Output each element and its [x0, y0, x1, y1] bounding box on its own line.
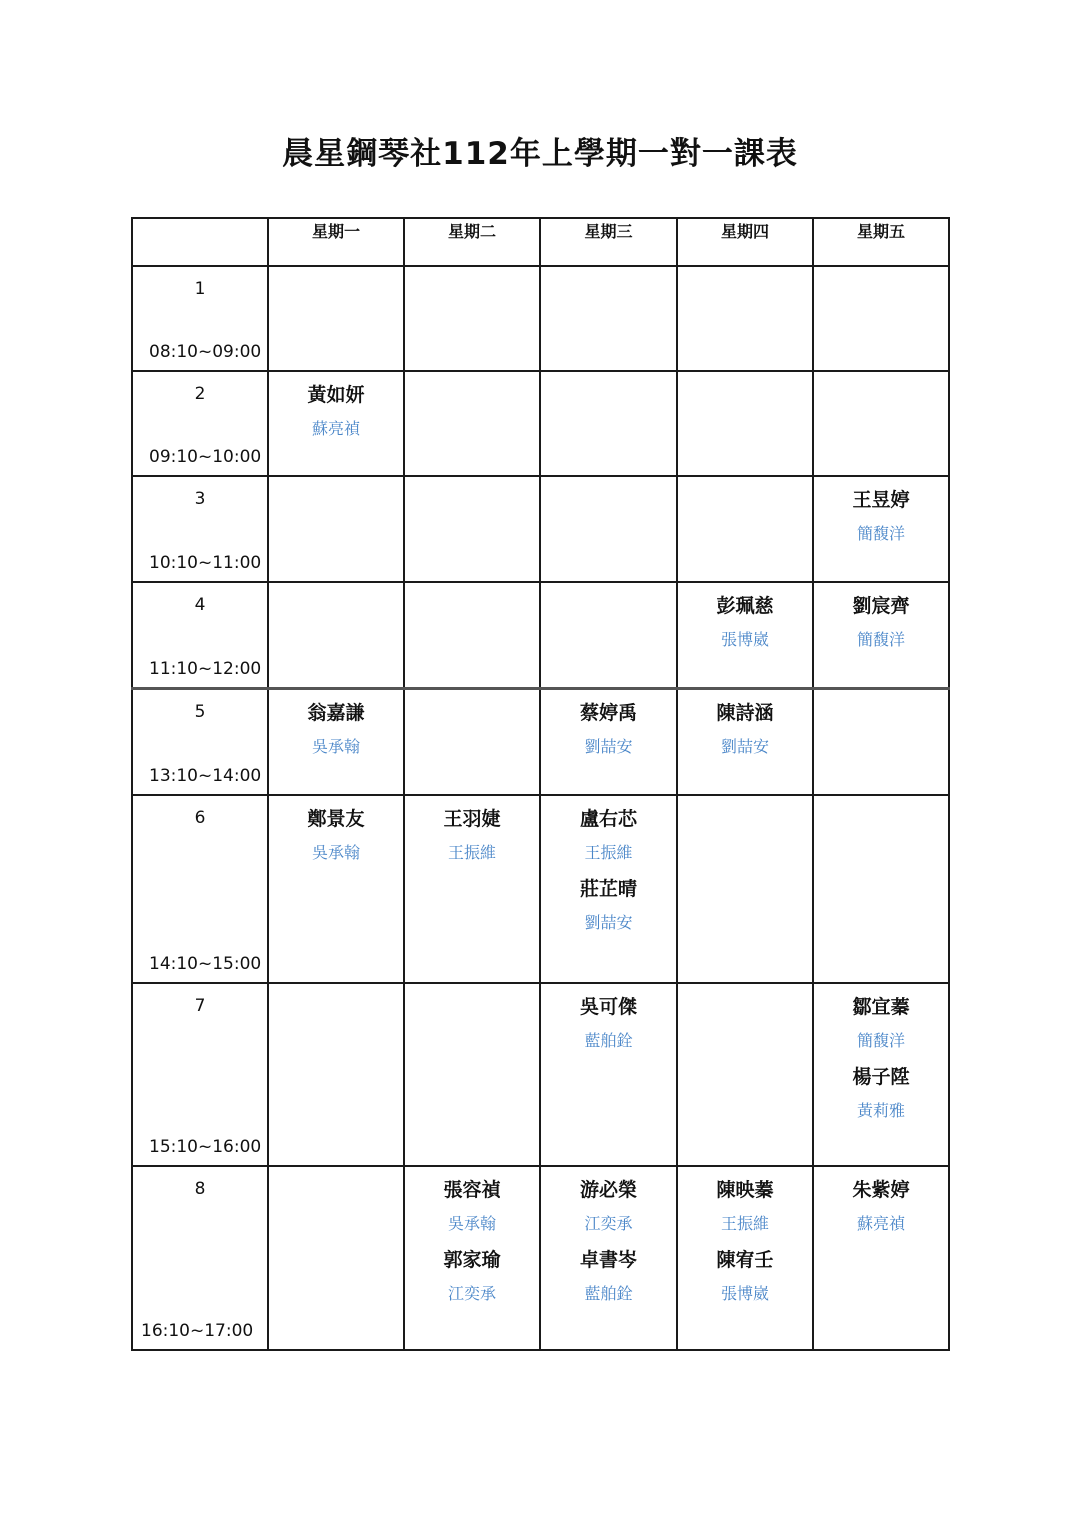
teacher-name: 吳承翰	[311, 843, 360, 862]
schedule-cell	[540, 795, 677, 983]
teacher-name: 張博崴	[720, 1284, 769, 1303]
period-time: 15:10~16:00	[149, 1137, 262, 1157]
period-number: 8	[194, 1179, 206, 1199]
period-row	[132, 1166, 949, 1350]
teacher-name: 劉喆安	[584, 913, 633, 932]
schedule-cell	[540, 1166, 677, 1350]
period-row	[132, 582, 949, 689]
teacher-name: 藍舶銓	[584, 1284, 633, 1303]
schedule-cell	[404, 795, 540, 983]
teacher-name: 藍舶銓	[584, 1031, 633, 1050]
corner-cell	[132, 218, 268, 266]
schedule-cell	[268, 795, 404, 983]
schedule-cell	[677, 476, 813, 582]
teacher-name: 蘇亮禎	[856, 1214, 905, 1233]
student-name: 盧右芯	[579, 808, 637, 830]
period-cell	[132, 266, 268, 371]
student-name: 黃如妍	[307, 384, 365, 406]
period-cell	[132, 371, 268, 476]
period-time: 14:10~15:00	[149, 954, 262, 974]
schedule-cell	[540, 689, 677, 796]
period-time: 10:10~11:00	[149, 553, 262, 573]
day-header: 星期二	[404, 218, 540, 266]
schedule-cell	[404, 266, 540, 371]
teacher-name: 張博崴	[720, 630, 769, 649]
schedule-cell	[268, 266, 404, 371]
schedule-cell	[540, 371, 677, 476]
period-cell	[132, 689, 268, 796]
day-header: 星期一	[268, 218, 404, 266]
schedule-cell	[404, 582, 540, 689]
schedule-cell	[677, 1166, 813, 1350]
teacher-name: 劉喆安	[584, 737, 633, 756]
schedule-cell	[404, 371, 540, 476]
period-cell	[132, 983, 268, 1166]
student-name: 卓書岑	[579, 1249, 637, 1271]
period-row	[132, 266, 949, 371]
header-row	[132, 218, 949, 266]
student-name: 朱紫婷	[852, 1179, 910, 1201]
schedule-cell	[813, 476, 949, 582]
teacher-name: 王振維	[584, 843, 633, 862]
teacher-name: 吳承翰	[311, 737, 360, 756]
period-cell	[132, 1166, 268, 1350]
schedule-cell	[268, 476, 404, 582]
student-name: 楊子陞	[852, 1066, 910, 1088]
schedule-cell	[268, 689, 404, 796]
schedule-cell	[813, 582, 949, 689]
student-name: 王昱婷	[852, 489, 910, 511]
period-time: 13:10~14:00	[149, 766, 262, 786]
period-number: 4	[194, 595, 206, 615]
schedule-cell	[268, 582, 404, 689]
schedule-cell	[268, 983, 404, 1166]
schedule-cell	[813, 371, 949, 476]
student-name: 王羽婕	[443, 808, 501, 830]
teacher-name: 江奕承	[584, 1214, 633, 1233]
teacher-name: 簡馥洋	[856, 524, 905, 543]
schedule-cell	[540, 476, 677, 582]
period-cell	[132, 795, 268, 983]
period-time: 11:10~12:00	[149, 659, 262, 679]
schedule-cell	[404, 476, 540, 582]
schedule-cell	[813, 1166, 949, 1350]
day-header: 星期四	[677, 218, 813, 266]
student-name: 陳映蓁	[716, 1179, 774, 1201]
student-name: 鄒宜蓁	[852, 996, 910, 1018]
period-row	[132, 371, 949, 476]
period-number: 5	[194, 702, 206, 722]
day-header: 星期三	[540, 218, 677, 266]
period-number: 6	[194, 808, 206, 828]
schedule-cell	[268, 1166, 404, 1350]
teacher-name: 劉喆安	[720, 737, 769, 756]
period-row	[132, 795, 949, 983]
student-name: 陳詩涵	[716, 702, 774, 724]
schedule-table	[131, 217, 950, 1351]
teacher-name: 江奕承	[447, 1284, 496, 1303]
period-number: 1	[194, 279, 206, 299]
period-row	[132, 476, 949, 582]
period-row	[132, 689, 949, 796]
student-name: 鄭景友	[307, 808, 365, 830]
period-number: 7	[194, 996, 206, 1016]
student-name: 劉宸齊	[852, 595, 910, 617]
schedule-cell	[677, 582, 813, 689]
teacher-name: 蘇亮禎	[311, 419, 360, 438]
student-name: 莊芷晴	[579, 878, 637, 900]
period-time: 09:10~10:00	[149, 447, 262, 467]
student-name: 陳宥壬	[716, 1249, 774, 1271]
period-time: 08:10~09:00	[149, 342, 262, 362]
schedule-cell	[813, 795, 949, 983]
student-name: 彭珮慈	[716, 595, 774, 617]
schedule-cell	[677, 983, 813, 1166]
schedule-cell	[404, 1166, 540, 1350]
schedule-cell	[540, 983, 677, 1166]
student-name: 蔡婷禹	[579, 702, 637, 724]
schedule-cell	[677, 795, 813, 983]
schedule-cell	[540, 266, 677, 371]
period-row	[132, 983, 949, 1166]
schedule-cell	[677, 689, 813, 796]
schedule-cell	[677, 266, 813, 371]
schedule-cell	[813, 689, 949, 796]
student-name: 郭家瑜	[443, 1249, 501, 1271]
teacher-name: 簡馥洋	[856, 1031, 905, 1050]
period-cell	[132, 582, 268, 689]
teacher-name: 吳承翰	[447, 1214, 496, 1233]
day-header: 星期五	[813, 218, 949, 266]
student-name: 翁嘉謙	[307, 702, 365, 724]
student-name: 吳可傑	[579, 996, 637, 1018]
student-name: 游必榮	[579, 1179, 637, 1201]
schedule-cell	[813, 983, 949, 1166]
schedule-cell	[404, 983, 540, 1166]
teacher-name: 簡馥洋	[856, 630, 905, 649]
student-name: 張容禎	[443, 1179, 501, 1201]
period-cell	[132, 476, 268, 582]
schedule-cell	[540, 582, 677, 689]
period-number: 3	[194, 489, 206, 509]
teacher-name: 黃莉雅	[856, 1101, 905, 1120]
schedule-cell	[813, 266, 949, 371]
period-number: 2	[194, 384, 206, 404]
teacher-name: 王振維	[447, 843, 496, 862]
schedule-cell	[404, 689, 540, 796]
teacher-name: 王振維	[720, 1214, 769, 1233]
period-time: 16:10~17:00	[141, 1321, 254, 1341]
page-title: 晨星鋼琴社112年上學期一對一課表	[282, 136, 798, 172]
schedule-cell	[268, 371, 404, 476]
schedule-cell	[677, 371, 813, 476]
